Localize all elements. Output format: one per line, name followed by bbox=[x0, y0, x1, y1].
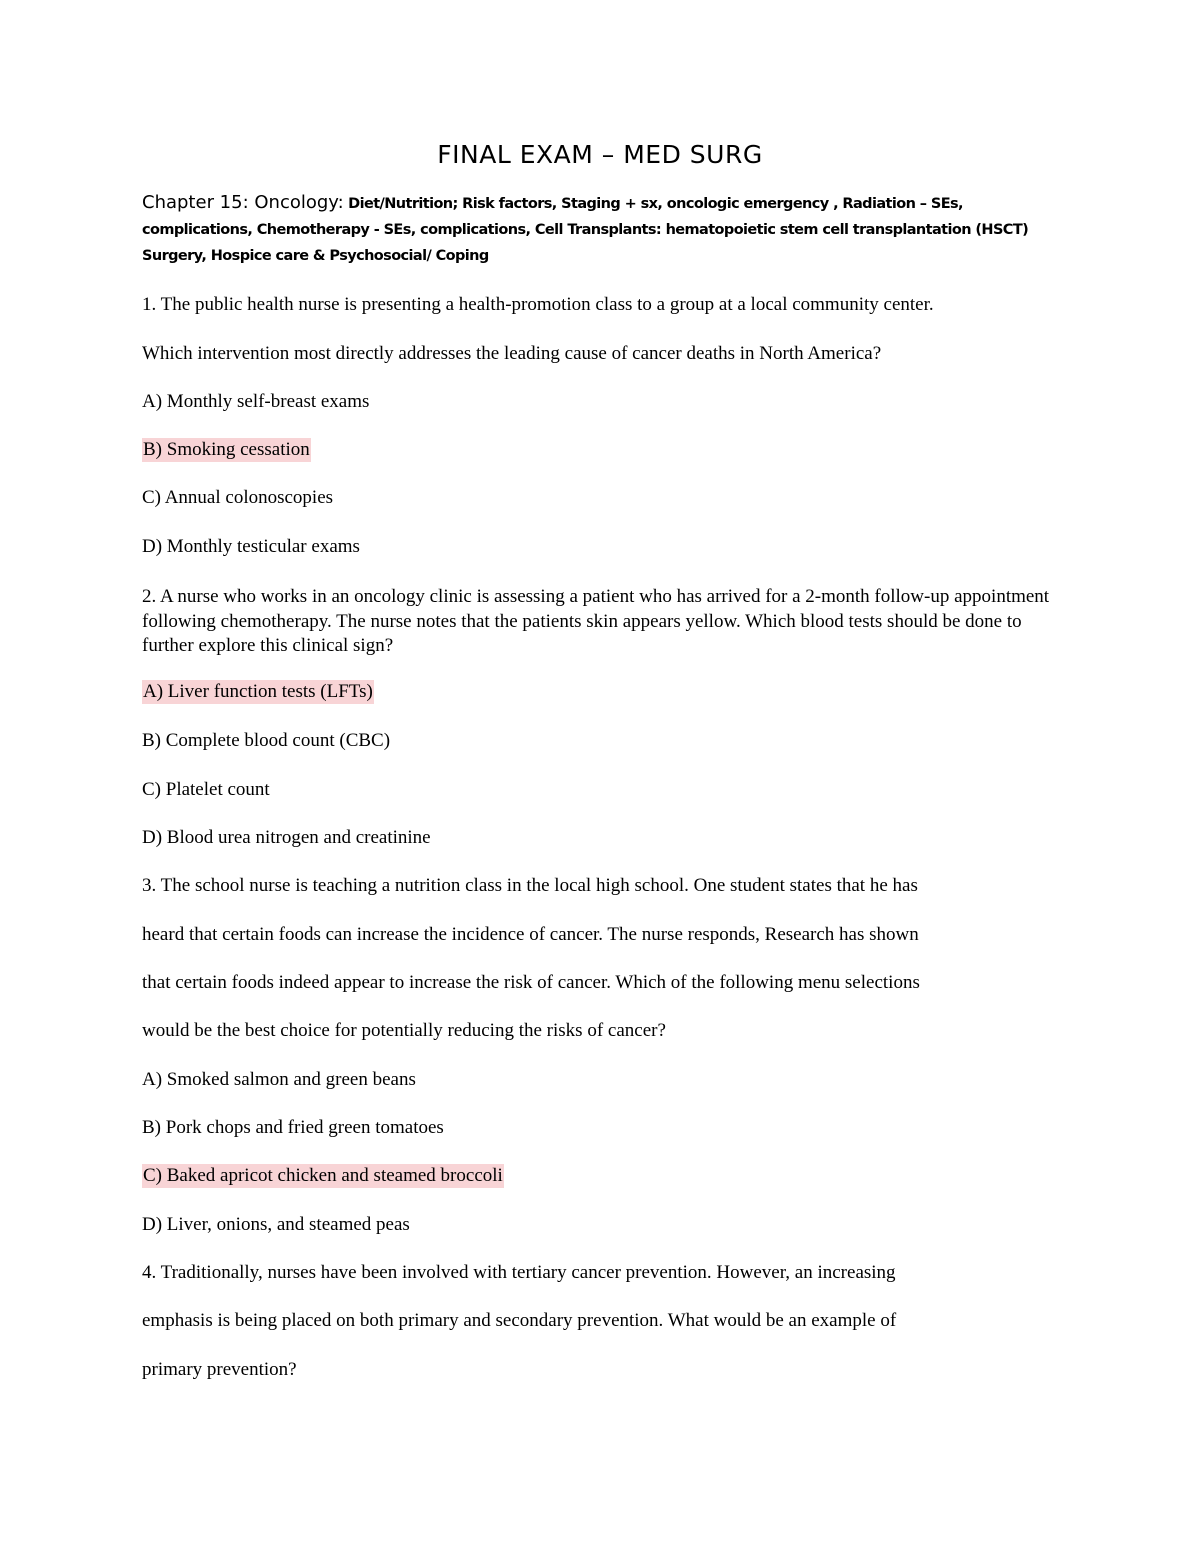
question-3-stem-line-3: that certain foods indeed appear to increase the risk of cancer. Which of the following menu selections bbox=[142, 972, 920, 993]
question-4-stem-line-1: 4. Traditionally, nurses have been involved with tertiary cancer prevention. However, an increasing bbox=[142, 1262, 896, 1283]
question-3-option-a: A) Smoked salmon and green beans bbox=[142, 1069, 416, 1090]
question-2-stem: 2. A nurse who works in an oncology clinic is assessing a patient who has arrived for a 2-month follow-up appointment following chemotherapy. The nurse notes that the patients skin appears yellow. Which blood tests should be done to further explore this clinical sign? bbox=[142, 586, 1050, 656]
chapter-heading bbox=[142, 190, 1072, 269]
answer-highlight: A) Liver function tests (LFTs) bbox=[143, 681, 373, 702]
question-4-stem-line-3: primary prevention? bbox=[142, 1359, 297, 1380]
question-2-option-b: B) Complete blood count (CBC) bbox=[142, 730, 391, 751]
question-1-prompt: Which intervention most directly addresses the leading cause of cancer deaths in North America? bbox=[142, 343, 882, 364]
answer-highlight: C) Baked apricot chicken and steamed broccoli bbox=[143, 1165, 503, 1186]
question-1-option-d: D) Monthly testicular exams bbox=[142, 536, 360, 557]
chapter-topics: Diet/Nutrition; Risk factors, Staging + sx, oncologic emergency , Radiation – SEs, complications, Chemotherapy - SEs, complications, Cell Transplants: hematopoietic stem cell transplantation (HSCT) Surgery, Hospice care & Psychosocial/ Coping bbox=[142, 196, 1029, 264]
question-1-option-b bbox=[142, 439, 311, 461]
question-3-stem-line-1: 3. The school nurse is teaching a nutrition class in the local high school. One student states that he has bbox=[142, 875, 918, 896]
question-3-stem-line-2: heard that certain foods can increase the incidence of cancer. The nurse responds, Research has shown bbox=[142, 924, 919, 945]
question-4-stem-line-2: emphasis is being placed on both primary and secondary prevention. What would be an example of bbox=[142, 1310, 897, 1331]
question-1-option-a: A) Monthly self-breast exams bbox=[142, 391, 370, 412]
question-3-stem-line-4: would be the best choice for potentially reducing the risks of cancer? bbox=[142, 1020, 666, 1041]
question-3-option-b: B) Pork chops and fried green tomatoes bbox=[142, 1117, 444, 1138]
question-1-option-c: C) Annual colonoscopies bbox=[142, 487, 334, 508]
document-title: FINAL EXAM – MED SURG bbox=[437, 140, 763, 169]
answer-highlight: B) Smoking cessation bbox=[143, 439, 310, 460]
question-2-option-a bbox=[142, 681, 374, 703]
question-3-option-c bbox=[142, 1165, 504, 1187]
question-2-option-c: C) Platelet count bbox=[142, 779, 270, 800]
question-2-option-d: D) Blood urea nitrogen and creatinine bbox=[142, 827, 431, 848]
question-3-option-d: D) Liver, onions, and steamed peas bbox=[142, 1214, 410, 1235]
question-1-stem: 1. The public health nurse is presenting a health-promotion class to a group at a local community center. bbox=[142, 294, 934, 315]
chapter-label: Chapter 15: Oncology: bbox=[142, 192, 344, 213]
